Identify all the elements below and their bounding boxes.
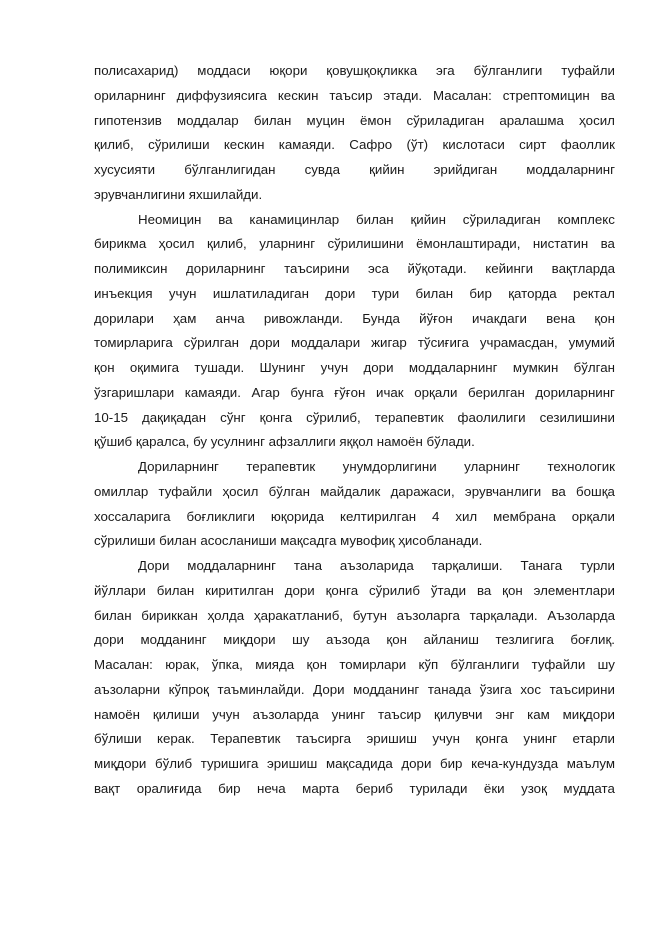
word: таъминлайди. (217, 681, 305, 697)
text-line (94, 406, 615, 431)
word: бир (218, 780, 241, 796)
word: Терапевтик (210, 731, 281, 747)
word: кескин (223, 137, 265, 153)
word: билан (415, 285, 454, 301)
word: энг (495, 706, 515, 722)
word: моддаларнинг (408, 360, 498, 375)
word: канамицинлар (249, 211, 340, 227)
text-line: сўрилиши билан асосланиши мақсадга мувофиқ ҳисобланади. (94, 533, 483, 549)
word: Масалан: (94, 657, 153, 672)
word: қон (306, 657, 328, 672)
word: эришиш (366, 731, 417, 747)
word: бир (440, 756, 463, 771)
word: маълум (566, 756, 615, 771)
word: тезлигига (495, 632, 554, 648)
word: бунга (290, 384, 324, 400)
word: майдалик (320, 483, 381, 499)
word: ҳолда (207, 607, 245, 623)
word: боғликлиги (186, 508, 255, 524)
word: учун (320, 360, 349, 375)
text-line (94, 777, 615, 802)
word: аъзода (325, 632, 370, 648)
word: ёмон (360, 112, 392, 128)
word: турли (580, 558, 615, 573)
text-line (94, 257, 615, 282)
word: ва (218, 211, 233, 227)
word: (ўт) (406, 137, 429, 153)
word: қон (594, 310, 615, 326)
word: миқдори (94, 756, 147, 771)
word: қон (502, 582, 523, 598)
word: Агар (251, 384, 280, 400)
word: бўлганлиги (450, 657, 520, 672)
word: ўтади (430, 582, 467, 598)
word: мақсадида (326, 756, 393, 771)
word: туфайли (531, 657, 586, 672)
word: туфайли (561, 63, 615, 78)
document-page (94, 59, 615, 802)
word: неча (257, 780, 286, 796)
word: эга (435, 63, 455, 78)
word: бўлганлигидан (184, 162, 276, 177)
word: даражаси, (390, 483, 455, 499)
word: учрамасдан, (479, 335, 558, 351)
word: сўнг (220, 409, 246, 425)
word: 4 (432, 508, 440, 524)
word: дори (363, 360, 394, 375)
word: бутун (352, 607, 387, 623)
word: сўрилиши (148, 137, 210, 153)
word: умумий (568, 335, 615, 351)
text-line (94, 554, 615, 579)
word: эрийдиган (433, 162, 498, 177)
word: тушади. (194, 360, 245, 375)
word: терапевтик (246, 459, 316, 474)
word: ўзига (479, 681, 512, 697)
word: бириккан (141, 607, 198, 623)
word: эрувчанлиги (464, 483, 542, 499)
text-line (94, 628, 615, 653)
word: ҳосил (158, 236, 195, 252)
word: полимиксин (94, 261, 168, 276)
word: намоён (94, 706, 141, 722)
word: аъзоларга (396, 607, 460, 623)
word: дориларнинг (186, 261, 266, 276)
word: учун (212, 706, 240, 722)
word: керак. (157, 731, 195, 747)
word: Дори (138, 558, 170, 573)
word: тури (371, 285, 400, 301)
paragraph (94, 208, 615, 456)
word: унинг (523, 731, 558, 747)
word: сирт (519, 137, 547, 153)
word: Аъзоларда (547, 607, 615, 623)
text-line (94, 109, 615, 134)
word: Дориларнинг (138, 459, 219, 474)
text-line (94, 331, 615, 356)
word: фаоллик (560, 137, 615, 153)
word: камаяди. (184, 384, 241, 400)
word: бўлган (573, 360, 615, 375)
word: хоссаларига (94, 508, 171, 524)
word: таъсир (378, 706, 422, 722)
word: Танага (520, 558, 563, 573)
word: сўрилиб, (306, 409, 361, 425)
text-line (94, 84, 615, 109)
word: шу (597, 657, 615, 672)
word: берилган (468, 384, 525, 400)
word: турилади (409, 780, 468, 796)
word: стрептомицин (502, 87, 590, 103)
word: қовушқоқликка (326, 63, 418, 78)
word: моддаларнинг (187, 558, 276, 573)
word: орқали (414, 384, 458, 400)
word: модданинг (353, 681, 420, 697)
word: қонга (475, 731, 508, 747)
word: нистатин (532, 236, 589, 252)
word: модданинг (140, 632, 207, 648)
word: киритилган (205, 582, 274, 598)
word: тарқалади. (469, 607, 538, 623)
word: билан (94, 607, 132, 623)
paragraph (94, 59, 615, 208)
text-line (94, 208, 615, 233)
word: муцин (306, 112, 345, 128)
word: сўрилган (183, 335, 239, 351)
word: тўсиғига (417, 335, 469, 351)
word: бўлган (268, 483, 310, 499)
word: томирларига (94, 335, 173, 351)
word: элементлари (533, 582, 615, 598)
word: билан (356, 211, 394, 227)
word: эса (368, 261, 389, 276)
word: 10-15 (94, 409, 129, 425)
word: ривожланди. (263, 310, 344, 326)
text-line (94, 703, 615, 728)
word: узоқ (521, 780, 547, 796)
word: томирлари (339, 657, 407, 672)
word: қонга (325, 582, 359, 598)
word: камаяди. (278, 137, 335, 153)
word: ўзгаришлари (94, 384, 175, 400)
word: полисахарид) (94, 63, 179, 78)
text-line (94, 59, 615, 84)
word: юрак, (165, 657, 200, 672)
word: комплекс (557, 211, 615, 227)
word: сезилишини (539, 409, 615, 425)
word: марта (302, 780, 340, 796)
word: кескин (277, 87, 319, 103)
word: юқорида (270, 508, 325, 524)
word: дориларнинг (535, 384, 615, 400)
document-body (94, 59, 615, 802)
word: танада (427, 681, 472, 697)
word: оқимига (129, 360, 180, 375)
word: билан (156, 582, 195, 598)
word: қонга (259, 409, 293, 425)
word: орқали (571, 508, 615, 524)
word: муддата (563, 780, 615, 796)
word: дорилари (94, 310, 154, 326)
word: хил (455, 508, 478, 524)
word: айланиш (423, 632, 479, 648)
word: юқори (269, 63, 308, 78)
word: қилиб, (94, 137, 134, 153)
word: моддалар (177, 112, 239, 128)
word: вена (546, 310, 576, 326)
word: миқдори (562, 706, 615, 722)
word: қилиши (152, 706, 200, 722)
word: йўқотади. (407, 261, 467, 276)
word: етарли (572, 731, 615, 747)
word: ректал (573, 285, 615, 301)
word: уларнинг (259, 236, 316, 252)
word: тарқалиши. (431, 558, 503, 573)
word: бирикма (94, 236, 147, 252)
text-line (94, 604, 615, 629)
word: моддалари (291, 335, 361, 351)
word: бўлиб (155, 756, 193, 771)
word: таъсирга (295, 731, 352, 747)
word: гипотензив (94, 112, 162, 128)
text-line (94, 455, 615, 480)
word: бўлганлиги (473, 63, 543, 78)
word: уларнинг (464, 459, 520, 474)
word: хусусияти (94, 162, 156, 177)
word: мумкин (512, 360, 559, 375)
word: тана (293, 558, 322, 573)
word: аъзоларида (339, 558, 414, 573)
word: қон (94, 360, 115, 375)
word: Неомицин (138, 211, 202, 227)
word: эришиш (266, 756, 318, 771)
word: унумдорлигини (342, 459, 437, 474)
text-line (94, 307, 615, 332)
word: қон (386, 632, 407, 648)
word: оралиғида (136, 780, 202, 796)
word: қийин (369, 162, 405, 177)
word: бир (469, 285, 492, 301)
word: бериб (355, 780, 393, 796)
word: ҳаракатланиб, (253, 607, 344, 623)
word: учун (432, 731, 460, 747)
word: Шунинг (259, 360, 306, 375)
text-line (94, 727, 615, 752)
word: ҳам (173, 310, 197, 326)
text-line (94, 232, 615, 257)
word: миқдори (223, 632, 276, 648)
word: кўп (418, 657, 439, 672)
word: учун (168, 285, 197, 301)
word: диффузиясига (176, 87, 267, 103)
word: боғлиқ. (570, 632, 615, 648)
word: жигар (371, 335, 407, 351)
word: вақтларда (551, 261, 615, 276)
word: ва (600, 87, 615, 103)
word: Масалан: (432, 87, 492, 103)
word: дори (284, 582, 315, 598)
text-line (94, 579, 615, 604)
word: дори (94, 632, 124, 648)
word: инъекция (94, 285, 153, 301)
text-line (94, 678, 615, 703)
word: анча (215, 310, 245, 326)
word: ўпка, (211, 657, 243, 672)
word: фаолилиги (457, 409, 526, 425)
word: кўпроқ (168, 681, 209, 697)
word: кам (527, 706, 550, 722)
text-line (94, 480, 615, 505)
text-line: эрувчанлигини яхшилайди. (94, 186, 263, 202)
word: қилувчи (434, 706, 483, 722)
word: аъзоларда (252, 706, 319, 722)
word: қийин (410, 211, 446, 227)
word: аъзоларни (94, 681, 161, 697)
word: бўлиши (94, 731, 142, 747)
word: қилиб, (207, 236, 247, 252)
word: сўриладиган (406, 112, 485, 128)
word: ва (600, 236, 615, 252)
word: кеча-кундузда (471, 756, 559, 771)
word: сўрилишини (327, 236, 404, 252)
paragraph (94, 554, 615, 802)
text-line (94, 381, 615, 406)
word: ёмонлаштиради, (416, 236, 521, 252)
word: таъсирини (284, 261, 350, 276)
word: йўллари (94, 582, 146, 598)
text-line (94, 133, 615, 158)
word: туришига (200, 756, 259, 771)
word: ҳосил (222, 483, 259, 499)
word: билан (253, 112, 292, 128)
word: ёки (483, 780, 505, 796)
word: ориларнинг (94, 87, 166, 103)
word: дори (250, 335, 280, 351)
paragraph (94, 455, 615, 554)
word: туфайли (158, 483, 213, 499)
text-line (94, 158, 615, 183)
word: хос (520, 681, 541, 697)
word: моддаси (197, 63, 251, 78)
word: мембрана (493, 508, 556, 524)
text-line: қўшиб қаралса, бу усулнинг афзаллиги яққол намоён бўлади. (94, 434, 475, 450)
word: дори (401, 756, 432, 771)
word: кейинги (485, 261, 534, 276)
word: дақиқадан (142, 409, 207, 425)
word: омиллар (94, 483, 149, 499)
word: сувда (304, 162, 340, 177)
word: этади. (383, 87, 423, 103)
text-line (94, 752, 615, 777)
word: мияда (255, 657, 295, 672)
word: технологик (547, 459, 615, 474)
text-line (94, 282, 615, 307)
word: таъсир (329, 87, 373, 103)
word: моддаларнинг (526, 162, 615, 177)
text-line (94, 356, 615, 381)
word: аралашма (499, 112, 564, 128)
word: кислотаси (442, 137, 505, 153)
word: дори (325, 285, 356, 301)
word: таъсирини (549, 681, 615, 697)
word: ишлатиладиган (212, 285, 309, 301)
word: вақт (94, 780, 121, 796)
word: шу (292, 632, 310, 648)
word: келтирилган (339, 508, 417, 524)
word: терапевтик (374, 409, 444, 425)
word: Бунда (362, 310, 400, 326)
text-line (94, 505, 615, 530)
word: ҳосил (579, 112, 615, 128)
word: сўриладиган (462, 211, 541, 227)
word: унинг (331, 706, 366, 722)
text-line (94, 653, 615, 678)
word: ва (551, 483, 566, 499)
word: Сафро (349, 137, 393, 153)
word: ва (476, 582, 492, 598)
word: ичак (376, 384, 404, 400)
word: ғўғон (334, 384, 366, 400)
word: сўрилиб (369, 582, 420, 598)
word: йўғон (419, 310, 453, 326)
word: ичакдаги (471, 310, 527, 326)
word: бошқа (576, 483, 615, 499)
word: Дори (313, 681, 345, 697)
word: қаторда (508, 285, 557, 301)
